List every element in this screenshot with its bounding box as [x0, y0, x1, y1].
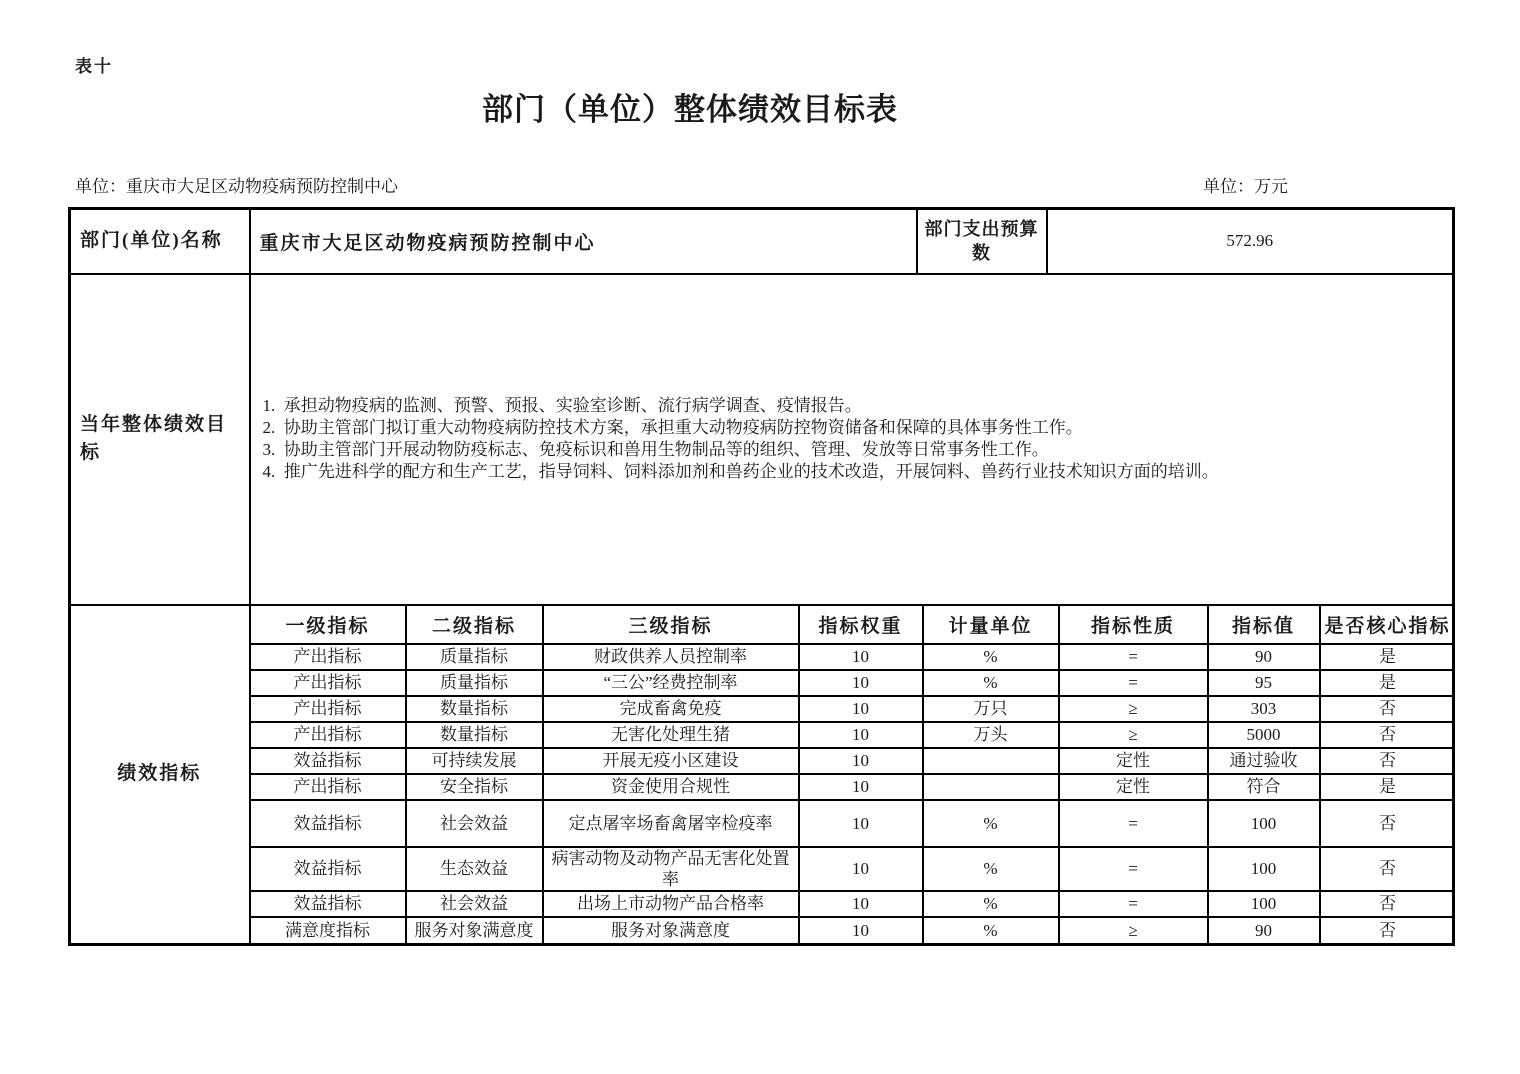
indicators-table [251, 606, 1455, 943]
dept-name-value-cell: 重庆市大足区动物疫病预防控制中心 [250, 209, 917, 274]
cell-unit: % [923, 800, 1059, 847]
cell-level3: 定点屠宰场畜禽屠宰检疫率 [543, 800, 799, 847]
cell-level2: 质量指标 [406, 644, 543, 670]
table-row [251, 722, 1455, 748]
indicators-row [70, 605, 1454, 945]
table-row [251, 847, 1455, 891]
table-row [251, 917, 1455, 943]
column-header-value: 指标值 [1208, 606, 1320, 644]
cell-level1: 满意度指标 [251, 917, 406, 943]
cell-unit: % [923, 847, 1059, 891]
cell-nature: ≥ [1059, 696, 1208, 722]
goal-item: 3. 协助主管部门开展动物防疫标志、免疫标识和兽用生物制品等的组织、管理、发放等日常事务性工作。 [262, 440, 1049, 459]
cell-core: 否 [1320, 847, 1455, 891]
cell-weight: 10 [799, 847, 923, 891]
cell-level1: 效益指标 [251, 891, 406, 917]
cell-unit: % [923, 917, 1059, 943]
cell-level3: 开展无疫小区建设 [543, 748, 799, 774]
cell-core: 否 [1320, 696, 1455, 722]
cell-value: 符合 [1208, 774, 1320, 800]
indicators-header-row [251, 606, 1455, 644]
cell-weight: 10 [799, 670, 923, 696]
column-header-core: 是否核心指标 [1320, 606, 1455, 644]
info-row [70, 209, 1454, 274]
cell-level2: 社会效益 [406, 800, 543, 847]
cell-unit: % [923, 670, 1059, 696]
cell-level2: 质量指标 [406, 670, 543, 696]
cell-value: 5000 [1208, 722, 1320, 748]
page-title: 部门（单位）整体绩效目标表 [482, 92, 898, 127]
cell-unit: 万头 [923, 722, 1059, 748]
goal-item: 4. 推广先进科学的配方和生产工艺，指导饲料、饲料添加剂和兽药企业的技术改造，开展饲料、兽药行业技术知识方面的培训。 [262, 462, 1219, 481]
cell-level1: 产出指标 [251, 644, 406, 670]
cell-value: 95 [1208, 670, 1320, 696]
cell-level3: 资金使用合规性 [543, 774, 799, 800]
cell-level1: 效益指标 [251, 748, 406, 774]
cell-core: 是 [1320, 644, 1455, 670]
cell-nature: 定性 [1059, 748, 1208, 774]
cell-core: 是 [1320, 774, 1455, 800]
goals-label-cell: 当年整体绩效目标 [70, 274, 250, 605]
cell-nature: 定性 [1059, 774, 1208, 800]
unit-name-label: 单位：重庆市大足区动物疫病预防控制中心 [75, 177, 398, 196]
goals-row [70, 274, 1454, 605]
cell-weight: 10 [799, 891, 923, 917]
cell-core: 是 [1320, 670, 1455, 696]
goals-content-cell [250, 274, 1454, 605]
column-header-level3: 三级指标 [543, 606, 799, 644]
indicators-table-cell [250, 605, 1454, 945]
cell-level2: 安全指标 [406, 774, 543, 800]
cell-level2: 可持续发展 [406, 748, 543, 774]
cell-level1: 产出指标 [251, 696, 406, 722]
cell-value: 100 [1208, 847, 1320, 891]
cell-unit: % [923, 891, 1059, 917]
cell-level3: 服务对象满意度 [543, 917, 799, 943]
cell-level3: “三公”经费控制率 [543, 670, 799, 696]
cell-value: 303 [1208, 696, 1320, 722]
goal-item: 2. 协助主管部门拟订重大动物疫病防控技术方案，承担重大动物疫病防控物资储备和保障的具体事务性工作。 [262, 418, 1083, 437]
cell-value: 100 [1208, 800, 1320, 847]
cell-value: 90 [1208, 917, 1320, 943]
table-row [251, 774, 1455, 800]
cell-nature: = [1059, 847, 1208, 891]
cell-nature: = [1059, 800, 1208, 847]
indicators-body [251, 644, 1455, 943]
unit-row [75, 172, 1452, 196]
cell-level1: 产出指标 [251, 774, 406, 800]
table-row [251, 891, 1455, 917]
page-tag: 表十 [75, 57, 113, 76]
cell-core: 否 [1320, 800, 1455, 847]
cell-level2: 社会效益 [406, 891, 543, 917]
table-row [251, 696, 1455, 722]
cell-core: 否 [1320, 917, 1455, 943]
table-row [251, 800, 1455, 847]
goals-list [263, 395, 1441, 483]
cell-level1: 效益指标 [251, 800, 406, 847]
cell-core: 否 [1320, 722, 1455, 748]
cell-value: 通过验收 [1208, 748, 1320, 774]
cell-level1: 产出指标 [251, 670, 406, 696]
cell-level3: 完成畜禽免疫 [543, 696, 799, 722]
cell-nature: = [1059, 670, 1208, 696]
column-header-unit: 计量单位 [923, 606, 1059, 644]
goal-item: 1. 承担动物疫病的监测、预警、预报、实验室诊断、流行病学调查、疫情报告。 [262, 396, 862, 415]
cell-value: 90 [1208, 644, 1320, 670]
cell-level1: 效益指标 [251, 847, 406, 891]
cell-weight: 10 [799, 774, 923, 800]
cell-value: 100 [1208, 891, 1320, 917]
main-table [68, 207, 1455, 946]
cell-weight: 10 [799, 917, 923, 943]
currency-unit-label: 单位：万元 [1203, 177, 1288, 196]
budget-value-cell: 572.96 [1047, 209, 1454, 274]
cell-weight: 10 [799, 644, 923, 670]
cell-level2: 服务对象满意度 [406, 917, 543, 943]
column-header-nature: 指标性质 [1059, 606, 1208, 644]
cell-unit: 万只 [923, 696, 1059, 722]
cell-level2: 数量指标 [406, 722, 543, 748]
cell-weight: 10 [799, 800, 923, 847]
cell-level3: 无害化处理生猪 [543, 722, 799, 748]
indicators-label-cell: 绩效指标 [70, 605, 250, 945]
cell-level1: 产出指标 [251, 722, 406, 748]
cell-weight: 10 [799, 722, 923, 748]
indicators-header [251, 606, 1455, 644]
cell-unit [923, 774, 1059, 800]
cell-unit: % [923, 644, 1059, 670]
cell-level3: 病害动物及动物产品无害化处置率 [543, 847, 799, 891]
budget-label-cell: 部门支出预算数 [917, 209, 1047, 274]
cell-unit [923, 748, 1059, 774]
column-header-level2: 二级指标 [406, 606, 543, 644]
cell-weight: 10 [799, 696, 923, 722]
cell-nature: = [1059, 644, 1208, 670]
cell-core: 否 [1320, 891, 1455, 917]
cell-nature: = [1059, 891, 1208, 917]
column-header-level1: 一级指标 [251, 606, 406, 644]
cell-core: 否 [1320, 748, 1455, 774]
table-row [251, 644, 1455, 670]
table-row [251, 670, 1455, 696]
cell-level2: 数量指标 [406, 696, 543, 722]
cell-level3: 出场上市动物产品合格率 [543, 891, 799, 917]
column-header-weight: 指标权重 [799, 606, 923, 644]
cell-weight: 10 [799, 748, 923, 774]
cell-nature: ≥ [1059, 722, 1208, 748]
cell-level2: 生态效益 [406, 847, 543, 891]
table-row [251, 748, 1455, 774]
cell-nature: ≥ [1059, 917, 1208, 943]
cell-level3: 财政供养人员控制率 [543, 644, 799, 670]
dept-name-label-cell: 部门(单位)名称 [70, 209, 250, 274]
